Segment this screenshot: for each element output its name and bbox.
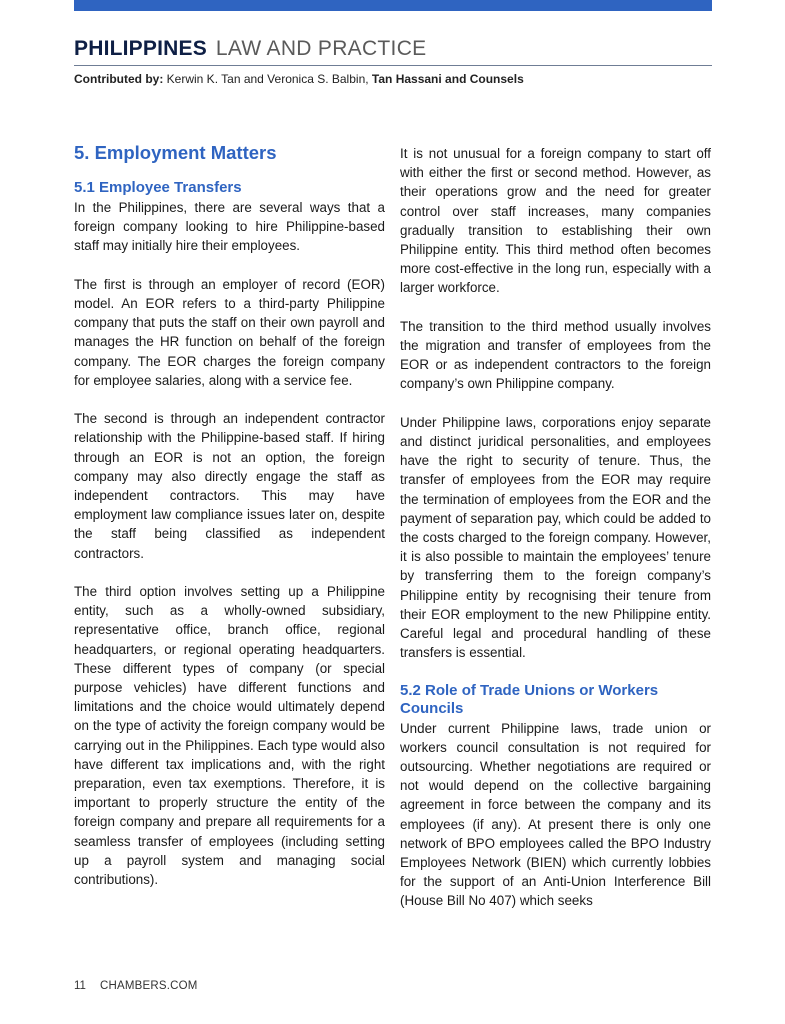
page-footer — [74, 980, 198, 992]
contributed-label: Contributed by: — [74, 72, 164, 86]
paragraph: Under Philippine laws, corporations enjoy separate and distinct juridical personalities, and employees have the right to security of tenure. Thus, the transfer of employees from the EOR may require the termination of employees from the EOR and the payment of separation pay, which could be added to the costs charged to the foreign company. However, it is also possible to maintain the employees’ tenure by transferring them to the foreign company’s Philippine entity by recognising their tenure from their EOR employment to the new Philippine entity. Careful legal and procedural handling of these transfers is essential. — [400, 414, 711, 661]
subsection-heading-employee-transfers: 5.1 Employee Transfers — [74, 179, 242, 196]
left-column — [74, 142, 385, 889]
paragraph: The transition to the third method usually involves the migration and transfer of employees from the EOR or as independent contractors to the foreign company’s own Philippine company. — [400, 318, 711, 392]
footer-site: CHAMBERS.COM — [99, 980, 198, 992]
authors: Kerwin K. Tan and Veronica S. Balbin, — [166, 72, 369, 86]
title-divider — [74, 65, 712, 66]
paragraph: In the Philippines, there are several ways that a foreign company looking to hire Philippine-based staff may initially hire their employees. — [74, 200, 385, 254]
top-accent-bar — [74, 0, 712, 11]
right-column — [400, 144, 711, 911]
running-title — [74, 36, 712, 62]
page-header — [74, 36, 712, 87]
paragraph: The third option involves setting up a Philippine entity, such as a wholly-owned subsidiary, representative office, branch office, regional headquarters, or regional operating headquarters. These different types of company (or special purpose vehicles) have different functions and limitations and the choice would ultimately depend on the type of activity the foreign company would be carrying out in the Philippines. Each type would also have different tax implications and, with the right preparation, even tax exemptions. Therefore, it is important to properly structure the entity of the foreign company and prepare all requirements for a seamless transfer of employees (including setting up a payroll system and managing social contributions). — [74, 584, 385, 888]
paragraph: It is not unusual for a foreign company to start off with either the first or second method. However, as their operations grow and the need for greater control over staff increases, many companies gradually transition to establishing their own Philippine entity. This third method often becomes more cost-effective in the long run, especially with a larger workforce. — [400, 146, 711, 296]
section-heading: 5. Employment Matters — [74, 142, 277, 163]
guide-title: LAW AND PRACTICE — [215, 37, 427, 60]
firm-name: Tan Hassani and Counsels — [371, 72, 524, 86]
page-number: 11 — [74, 980, 86, 992]
paragraph: Under current Philippine laws, trade union or workers council consultation is not required for outsourcing. Whether negotiations are required or not would depend on the collective bargaining agreement in force between the company and its employees (if any). At present there is only one network of BPO employees called the BPO Industry Employees Network (BIEN) which currently lobbies for the support of an Anti-Union Interference Bill (House Bill No 407) which seeks — [400, 720, 711, 909]
paragraph: The first is through an employer of record (EOR) model. An EOR refers to a third-party Philippine company that puts the staff on their own payroll and manages the HR function on behalf of the foreign company. The EOR charges the foreign company for employee salaries, along with a service fee. — [74, 276, 385, 388]
subsection-heading-trade-unions: 5.2 Role of Trade Unions or Workers Councils — [400, 681, 659, 717]
contributors-line — [74, 71, 712, 87]
paragraph: The second is through an independent contractor relationship with the Philippine-based staff. If hiring through an EOR is not an option, the foreign company may also directly engage the staff as independent contractors. This may have employment law compliance issues later on, despite the staff being classified as independent contractors. — [74, 411, 385, 561]
country-title: PHILIPPINES — [74, 37, 207, 60]
